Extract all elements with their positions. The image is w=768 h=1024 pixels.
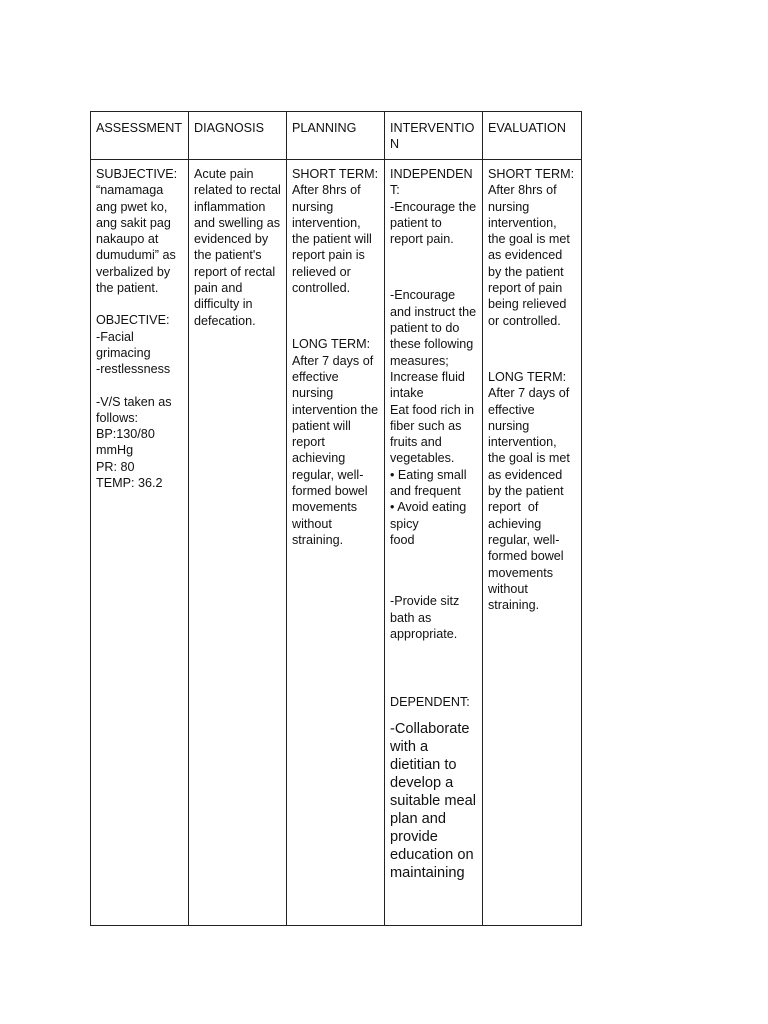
nursing-care-plan-table [90, 111, 582, 926]
header-evaluation [483, 112, 582, 160]
header-intervention-label: INTERVENTION [390, 121, 475, 152]
planning-short-term: SHORT TERM: After 8hrs of nursing intervention, the patient will report pain is relieved or controlled. [292, 167, 379, 296]
evaluation-short-term: SHORT TERM: After 8hrs of nursing intervention, the goal is met as evidenced by the patient report of pain being relieved or controlled. [488, 167, 575, 328]
intervention-independent-1: INDEPENDENT: -Encourage the patient to report pain. [390, 167, 477, 247]
header-assessment [91, 112, 189, 160]
header-diagnosis [189, 112, 287, 160]
planning-cell [287, 160, 385, 926]
assessment-objective: OBJECTIVE: -Facial grimacing -restlessness [96, 313, 171, 377]
header-assessment-label: ASSESSMENT [96, 121, 183, 135]
assessment-cell [91, 160, 189, 926]
intervention-independent-2: -Encourage and instruct the patient to do these following measures; Increase fluid intake Eat food rich in fiber such as fruits and vegetables. • Eating small and frequent • Avoid eating spicy food [390, 288, 477, 547]
header-intervention [385, 112, 483, 160]
intervention-dependent-label: DEPENDENT: [390, 695, 470, 710]
table-row [91, 160, 582, 926]
assessment-vital-signs: -V/S taken as follows: BP:130/80 mmHg PR: 80 TEMP: 36.2 [96, 394, 172, 491]
intervention-cell [385, 160, 483, 926]
diagnosis-text: Acute pain related to rectal inflammation and swelling as evidenced by the patient's report of rectal pain and difficulty in defecation. [194, 167, 285, 328]
evaluation-cell [483, 160, 582, 926]
assessment-subjective: SUBJECTIVE: “namamaga ang pwet ko, ang sakit pag nakaupo at dumudumi” as verbalized by the patient. [96, 167, 178, 296]
header-planning-label: PLANNING [292, 121, 357, 135]
header-evaluation-label: EVALUATION [488, 121, 566, 135]
diagnosis-cell [189, 160, 287, 926]
planning-long-term: LONG TERM: After 7 days of effective nursing intervention the patient will report achieving regular, well-formed bowel movements without straining. [292, 337, 379, 547]
intervention-dependent-1: -Collaborate with a dietitian to develop a suitable meal plan and provide education on maintaining [390, 721, 481, 882]
evaluation-long-term: LONG TERM: After 7 days of effective nursing intervention, the goal is met as evidenced by the patient report of achieving regular, well-formed bowel movements without straining. [488, 369, 570, 613]
table-header-row [91, 112, 582, 160]
header-diagnosis-label: DIAGNOSIS [194, 121, 264, 135]
intervention-independent-3: -Provide sitz bath as appropriate. [390, 594, 463, 641]
header-planning [287, 112, 385, 160]
